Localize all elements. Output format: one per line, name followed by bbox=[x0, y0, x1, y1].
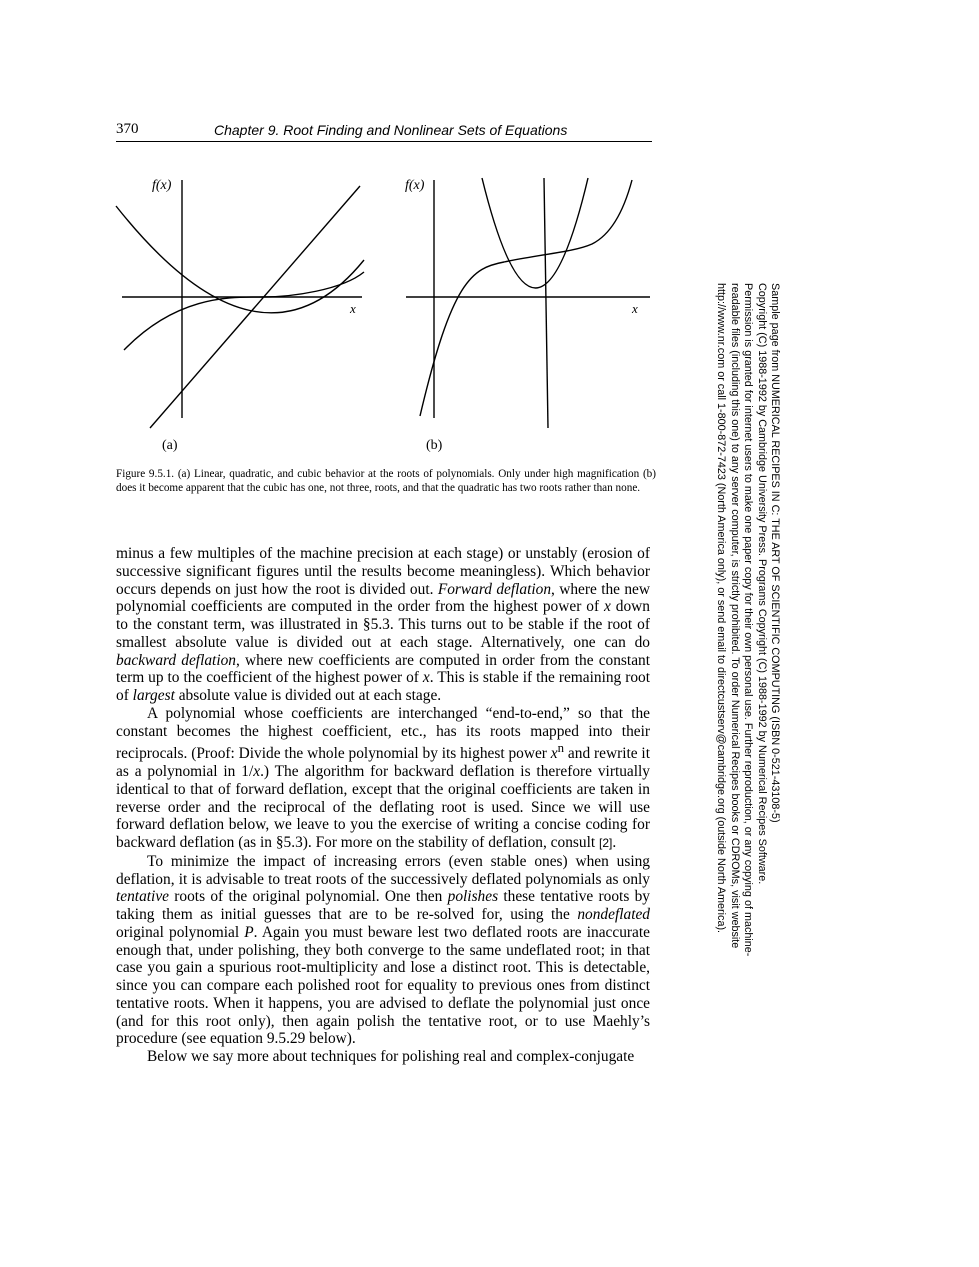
panel-a-label: (a) bbox=[162, 438, 178, 453]
copyright-sidebar bbox=[715, 283, 781, 957]
citation-ref: [2] bbox=[598, 836, 613, 851]
text-run: down to the constant term, was illustrated in §5.3. This turns out to be stable if the root of smallest absolute value is divided out at each stage. Alternatively, one can do bbox=[116, 598, 650, 651]
panel-b-quadratic-curve bbox=[482, 178, 588, 288]
panel-a bbox=[116, 178, 364, 428]
sidebar-line: Copyright (C) 1988-1992 by Cambridge University Press. Programs Copyright (C) 1988-1992 by Numerical Recipes Software. bbox=[755, 283, 768, 885]
emphasis: x bbox=[253, 763, 261, 781]
emphasis: backward deflation bbox=[116, 651, 236, 669]
paragraph bbox=[116, 545, 650, 705]
text-run: . Again you must beware lest two deflated roots are inaccurate enough that, under polishing, they both converge to the same undeflated root; in that case you gain a spurious root-multiplicity and lose a distinct root. This is detectable, since you can compare each polished root for equality to previous ones from distinct tentative roots. When it happens, you are advised to deflate the polynomial just once (and for this root only), then again polish the tentative root, or to use Maehly’s procedure (see equation 9.5.29 below). bbox=[116, 923, 650, 1048]
text-run: , where the new polynomial coefficients are computed in the order from the highest power of bbox=[116, 580, 650, 616]
text-run: and rewrite it as a polynomial in 1/ bbox=[116, 745, 650, 781]
paragraph bbox=[116, 853, 650, 1048]
panel-a-cubic-curve bbox=[124, 272, 364, 350]
panel-b-xlabel: x bbox=[632, 301, 638, 316]
emphasis: polishes bbox=[447, 888, 499, 906]
text-run: A polynomial whose coefficients are interchanged “end-to-end,” so that the constant becomes the highest coefficient, etc., has its roots mapped into their reciprocals. (Proof: Divide the whole polynomial by its highest power bbox=[116, 704, 650, 763]
emphasis: x bbox=[550, 745, 558, 763]
emphasis: x bbox=[604, 598, 611, 616]
panel-b-linear-curve bbox=[544, 178, 548, 428]
sidebar-line: readable files (including this one) to any server computer, is strictly prohibited. To order Numerical Recipes books or CDROMs, visit website bbox=[728, 283, 741, 949]
paragraph bbox=[116, 705, 650, 853]
text-run: .) The algorithm for backward deflation is therefore virtually identical to that of forward deflation, except that the original coefficients are taken in reverse order and the reciprocal of the deflating root is used. Since we will use forward deflation below, we leave to you the exercise of writing a concise coding for backward deflation (as in §5.3). For more on the stability of deflation, consult bbox=[116, 763, 650, 852]
paragraph bbox=[116, 1048, 650, 1066]
panel-a-ylabel: f(x) bbox=[152, 178, 172, 193]
header-rule bbox=[116, 141, 652, 142]
sidebar-line: http://www.nr.com or call 1-800-872-7423 (North America only), or send email to directcustserv@cambridge.org (outside North America). bbox=[715, 283, 728, 934]
panel-b bbox=[405, 178, 650, 428]
running-header bbox=[116, 121, 652, 143]
emphasis: nondeflated bbox=[577, 906, 650, 924]
emphasis: tentative bbox=[116, 888, 169, 906]
panel-b-cubic-curve bbox=[420, 180, 632, 416]
text-run: absolute value is divided out at each stage. bbox=[174, 687, 442, 704]
text-run: . This is stable if the remaining root of bbox=[116, 669, 650, 704]
text-run: . bbox=[612, 834, 617, 852]
panel-b-label: (b) bbox=[426, 438, 443, 453]
superscript: n bbox=[557, 741, 565, 756]
text-run: Below we say more about techniques for polishing real and complex-conjugate bbox=[147, 1048, 635, 1066]
panel-b-ylabel: f(x) bbox=[405, 178, 425, 193]
figure-caption: Figure 9.5.1. (a) Linear, quadratic, and cubic behavior at the roots of polynomials. Only under high magnification (b) does it become apparent that the cubic has one, not three, roots, and that the quadratic has two roots rather than none. bbox=[116, 468, 656, 494]
text-run: minus a few multiples of the machine precision at each stage) or unstably (erosion of successive significant figures until the results become meaningless). Which behavior occurs depends on just how the root is divided out. bbox=[116, 545, 650, 598]
text-run: original polynomial bbox=[116, 923, 245, 941]
text-run: these tentative roots by taking them as initial guesses that are to be re-solved for, using the bbox=[116, 888, 650, 924]
figure-9-5-1 bbox=[112, 170, 657, 432]
text-run: roots of the original polynomial. One then bbox=[169, 888, 448, 906]
chapter-title: Chapter 9. Root Finding and Nonlinear Sets of Equations bbox=[214, 122, 568, 138]
text-run: , where new coefficients are computed in order from the constant term up to the coefficient of the highest power of bbox=[116, 651, 650, 687]
emphasis: P bbox=[244, 923, 254, 941]
panel-a-xlabel: x bbox=[350, 301, 356, 316]
body-text bbox=[116, 545, 650, 1066]
text-run: To minimize the impact of increasing errors (even stable ones) when using deflation, it is advisable to treat roots of the successively deflated polynomials as only bbox=[116, 852, 650, 888]
emphasis: largest bbox=[132, 687, 175, 704]
emphasis: Forward deflation bbox=[437, 580, 552, 598]
page-number: 370 bbox=[116, 121, 139, 137]
sidebar-line: Sample page from NUMERICAL RECIPES IN C: THE ART OF SCIENTIFIC COMPUTING (ISBN 0-521-43108-5) bbox=[769, 283, 781, 823]
sidebar-line: Permission is granted for internet users to make one paper copy for their own personal use. Further reproduction, or any copying of machine- bbox=[742, 283, 755, 957]
emphasis: x bbox=[422, 669, 430, 687]
